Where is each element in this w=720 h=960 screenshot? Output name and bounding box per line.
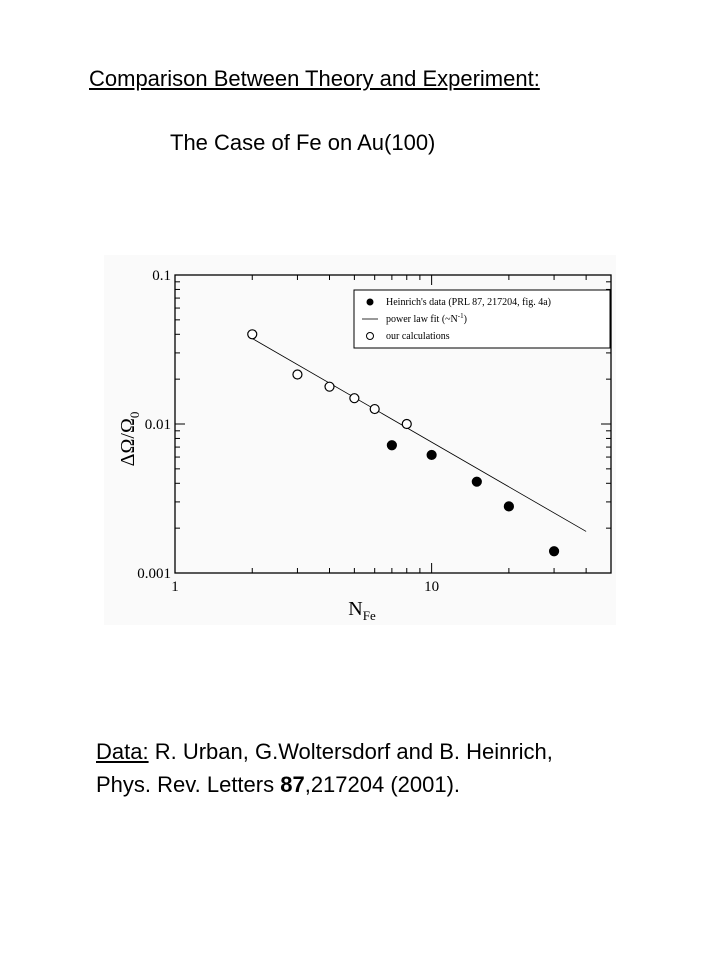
x-axis-label: $N_{Fe}$ — [348, 598, 376, 623]
y-tick-label: 0.001 — [137, 566, 171, 582]
legend-label-heinrich: Heinrich's data (PRL 87, 217204, fig. 4a) — [386, 297, 552, 308]
legend-label-fit: power law fit $(\sim N^{-1})$ — [386, 312, 467, 325]
data-point-heinrich — [427, 450, 436, 459]
legend-marker-open-circle — [367, 333, 374, 340]
citation-authors: R. Urban, G.Woltersdorf and B. Heinrich, — [148, 739, 553, 764]
y-tick-label: 0.01 — [144, 417, 171, 433]
legend-marker-filled-circle — [367, 299, 374, 306]
citation-line-2 — [96, 768, 696, 801]
citation-pages-year: ,217204 (2001). — [304, 772, 461, 797]
data-point-heinrich — [550, 547, 559, 556]
citation-volume: 87 — [280, 772, 305, 797]
legend-label-calculations: our calculations — [386, 331, 450, 342]
scatter-chart — [104, 255, 616, 625]
page-subheading: The Case of Fe on Au(100) — [170, 130, 436, 155]
data-point-calculation — [350, 394, 359, 403]
citation — [96, 735, 696, 801]
chart-container — [104, 255, 616, 625]
x-tick-label: 1 — [171, 579, 179, 595]
x-tick-label: 10 — [424, 579, 440, 595]
y-tick-label: 0.1 — [152, 268, 171, 284]
data-point-calculation — [370, 405, 379, 414]
citation-line-1 — [96, 735, 696, 768]
data-point-calculation — [248, 330, 257, 339]
citation-data-label: Data: — [96, 739, 149, 764]
data-point-heinrich — [472, 477, 481, 486]
y-axis-label: $\Delta\Omega/\Omega_0$ — [117, 411, 142, 467]
data-point-heinrich — [504, 502, 513, 511]
data-point-calculation — [293, 370, 302, 379]
data-point-calculation — [402, 420, 411, 429]
legend — [354, 290, 610, 348]
citation-journal: Phys. Rev. Letters — [96, 772, 281, 797]
data-point-calculation — [325, 382, 334, 391]
page-heading: Comparison Between Theory and Experiment: — [89, 66, 540, 91]
data-point-heinrich — [387, 441, 396, 450]
